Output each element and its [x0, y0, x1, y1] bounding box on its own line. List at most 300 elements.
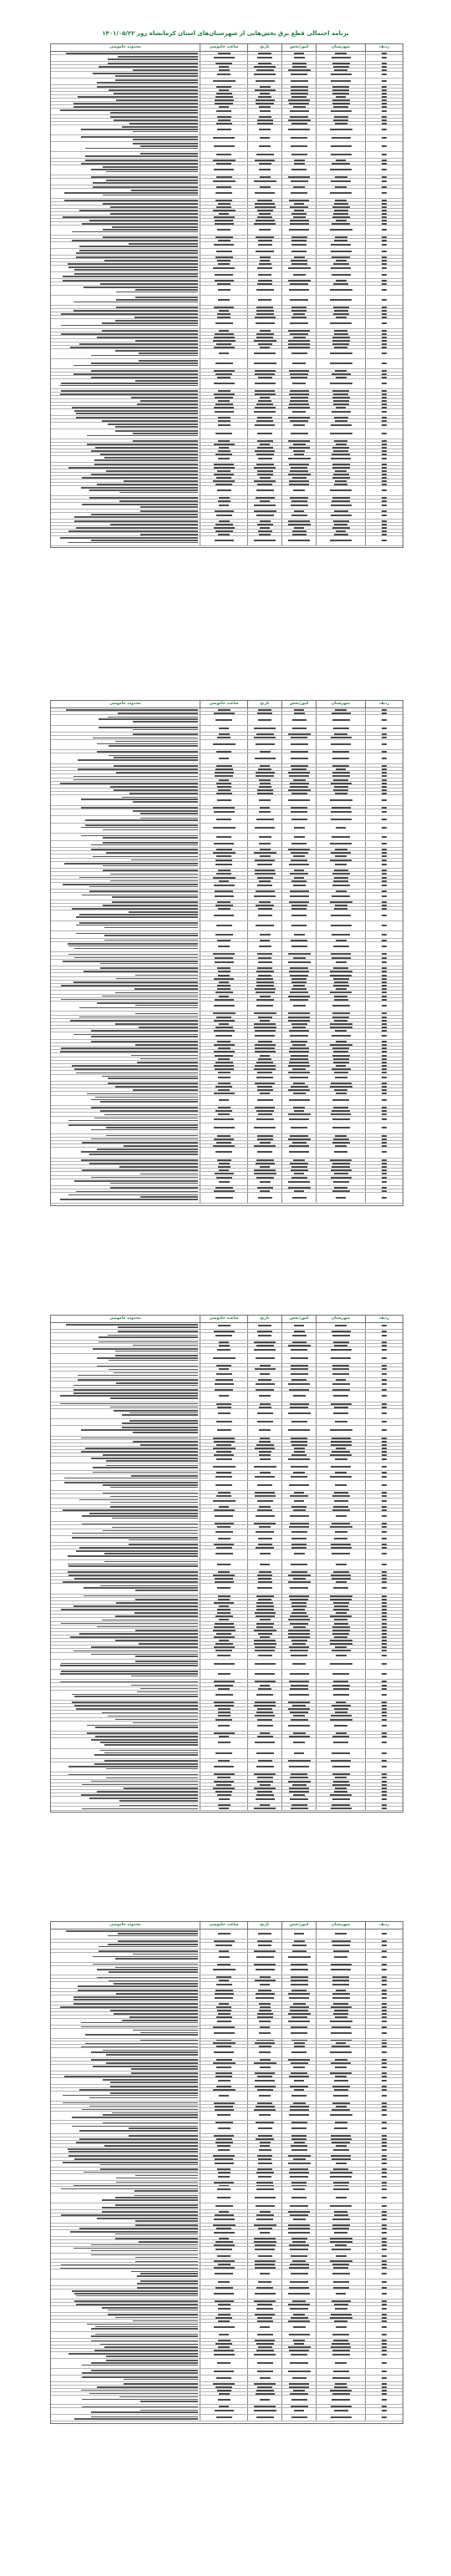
- table-cell: [51, 2332, 200, 2338]
- table-cell: [247, 1144, 281, 1147]
- table-row: [51, 1457, 403, 1463]
- table-cell: [365, 2230, 403, 2236]
- table-cell: [247, 312, 281, 315]
- table-cell: [247, 1584, 281, 1593]
- table-cell: [316, 2181, 365, 2183]
- table-cell: [316, 1611, 365, 1614]
- table-row: [51, 1966, 403, 1976]
- table-cell: [316, 486, 365, 495]
- table-cell: [281, 1992, 316, 1995]
- table-cell: [316, 792, 365, 794]
- table-cell: [247, 376, 281, 378]
- table-cell: [316, 393, 365, 395]
- table-cell: [200, 530, 247, 532]
- table-cell: [365, 1940, 403, 1942]
- table-cell: [200, 309, 247, 312]
- table-cell: [247, 956, 281, 959]
- table-cell: [247, 219, 281, 221]
- table-cell: [247, 792, 281, 794]
- table-cell: [316, 2213, 365, 2216]
- table-cell: [365, 1113, 403, 1115]
- table-cell: [247, 2323, 281, 2332]
- table-cell: [316, 1546, 365, 1549]
- table-row: [51, 1075, 403, 1082]
- table-cell: [365, 2259, 403, 2262]
- table-cell: [365, 406, 403, 408]
- table-cell: [281, 809, 316, 815]
- table-cell: [365, 1707, 403, 1710]
- table-cell: [51, 1635, 200, 1638]
- table-cell: [247, 1989, 281, 1991]
- table-cell: [281, 1982, 316, 1988]
- table-cell: [281, 2332, 316, 2338]
- table-cell: [365, 473, 403, 475]
- table-cell: [51, 2342, 200, 2345]
- table-cell: [316, 286, 365, 295]
- table-cell: [200, 2247, 247, 2253]
- table-cell: [247, 513, 281, 519]
- table-cell: [247, 977, 281, 980]
- table-cell: [365, 256, 403, 258]
- table-row: [51, 125, 403, 135]
- table-cell: [51, 1481, 200, 1490]
- table-cell: [51, 1783, 200, 1786]
- column-header: ردیف: [365, 1922, 403, 1929]
- table-cell: [51, 1560, 200, 1569]
- table-cell: [247, 1075, 281, 1081]
- table-cell: [200, 2148, 247, 2153]
- table-cell: [200, 1040, 247, 1042]
- table-cell: [200, 1995, 247, 2001]
- table-row: [51, 1943, 403, 1950]
- table-cell: [316, 2137, 365, 2140]
- table-cell: [247, 85, 281, 88]
- table-cell: [200, 496, 247, 499]
- table-cell: [281, 2408, 316, 2414]
- table-cell: [316, 2065, 365, 2071]
- table-cell: [51, 1680, 200, 1682]
- table-cell: [316, 1323, 365, 1329]
- table-cell: [200, 789, 247, 791]
- table-cell: [51, 2259, 200, 2262]
- table-row: [51, 1982, 403, 1989]
- table-cell: [247, 1803, 281, 1806]
- table-cell: [247, 2041, 281, 2044]
- table-cell: [365, 970, 403, 972]
- table-row: [51, 536, 403, 546]
- table-cell: [51, 2300, 200, 2302]
- table-cell: [365, 1040, 403, 1042]
- table-cell: [316, 851, 365, 854]
- table-cell: [51, 1364, 200, 1367]
- table-cell: [316, 771, 365, 773]
- table-cell: [51, 2382, 200, 2385]
- table-cell: [200, 1457, 247, 1463]
- table-cell: [281, 2227, 316, 2229]
- table-cell: [200, 966, 247, 969]
- table-cell: [365, 715, 403, 725]
- table-cell: [365, 376, 403, 378]
- table-cell: [51, 2396, 200, 2405]
- table-cell: [200, 1138, 247, 1140]
- table-cell: [316, 1691, 365, 1700]
- table-cell: [365, 1580, 403, 1583]
- table-cell: [247, 1443, 281, 1446]
- table-cell: [281, 2009, 316, 2011]
- table-cell: [200, 1443, 247, 1446]
- table-cell: [51, 1570, 200, 1573]
- table-cell: [51, 816, 200, 822]
- table-cell: [51, 429, 200, 439]
- table-cell: [316, 1598, 365, 1600]
- table-cell: [365, 2224, 403, 2226]
- table-cell: [365, 939, 403, 941]
- table-cell: [365, 2071, 403, 2074]
- table-cell: [247, 960, 281, 966]
- table-cell: [200, 2240, 247, 2243]
- table-cell: [316, 2108, 365, 2111]
- table-cell: [281, 373, 316, 375]
- table-cell: [316, 99, 365, 101]
- table-cell: [51, 904, 200, 906]
- table-cell: [247, 2108, 281, 2111]
- table-cell: [200, 1797, 247, 1803]
- table-cell: [281, 1022, 316, 1025]
- table-cell: [200, 279, 247, 281]
- table-cell: [200, 2137, 247, 2140]
- table-cell: [281, 733, 316, 735]
- table-cell: [247, 379, 281, 388]
- table-cell: [281, 816, 316, 822]
- table-cell: [51, 1803, 200, 1806]
- table-cell: [365, 1953, 403, 1962]
- table-cell: [316, 513, 365, 519]
- table-cell: [316, 1653, 365, 1659]
- table-cell: [51, 202, 200, 205]
- table-cell: [365, 1096, 403, 1106]
- table-cell: [200, 1940, 247, 1942]
- table-cell: [247, 809, 281, 815]
- table-cell: [200, 1598, 247, 1600]
- table-cell: [51, 2161, 200, 2167]
- table-cell: [51, 1113, 200, 1115]
- table-cell: [316, 1426, 365, 1435]
- table-cell: [316, 1032, 365, 1038]
- table-cell: [316, 1522, 365, 1524]
- table-cell: [51, 2203, 200, 2209]
- table-cell: [316, 1481, 365, 1490]
- table-cell: [281, 469, 316, 472]
- table-cell: [365, 416, 403, 418]
- table-cell: [365, 764, 403, 767]
- table-cell: [247, 1992, 281, 1995]
- table-cell: [51, 2158, 200, 2160]
- table-cell: [281, 2203, 316, 2209]
- table-cell: [200, 1570, 247, 1573]
- table-cell: [316, 1639, 365, 1641]
- table-cell: [247, 1165, 281, 1168]
- table-cell: [281, 2041, 316, 2044]
- table-cell: [200, 486, 247, 495]
- table-cell: [247, 2137, 281, 2140]
- table-cell: [365, 2376, 403, 2381]
- table-row: [51, 2230, 403, 2237]
- table-cell: [200, 2071, 247, 2074]
- table-cell: [51, 1995, 200, 2001]
- table-cell: [365, 309, 403, 312]
- table-cell: [281, 1660, 316, 1669]
- table-cell: [365, 2171, 403, 2173]
- table-cell: [316, 239, 365, 241]
- table-cell: [247, 1735, 281, 1737]
- table-cell: [365, 1776, 403, 1778]
- table-cell: [51, 2058, 200, 2061]
- table-cell: [51, 1378, 200, 1381]
- table-cell: [247, 262, 281, 265]
- table-cell: [316, 1057, 365, 1060]
- table-cell: [247, 1749, 281, 1758]
- table-cell: [365, 740, 403, 750]
- table-cell: [365, 1347, 403, 1353]
- table-cell: [247, 185, 281, 188]
- table-cell: [200, 2237, 247, 2239]
- table-cell: [200, 520, 247, 522]
- table-cell: [316, 1392, 365, 1401]
- column-header: ردیف: [365, 701, 403, 707]
- table-cell: [200, 2105, 247, 2107]
- table-cell: [316, 977, 365, 980]
- table-cell: [200, 1992, 247, 1995]
- table-cell: [247, 904, 281, 906]
- table-cell: [281, 1001, 316, 1012]
- table-cell: [365, 236, 403, 238]
- table-cell: [281, 1123, 316, 1133]
- table-cell: [51, 1109, 200, 1112]
- table-row: [51, 2369, 403, 2376]
- table-cell: [281, 2286, 316, 2289]
- table-cell: [365, 332, 403, 335]
- table-cell: [51, 349, 200, 358]
- table-cell: [247, 782, 281, 784]
- table-cell: [316, 65, 365, 68]
- table-cell: [281, 956, 316, 959]
- table-cell: [247, 1057, 281, 1060]
- table-cell: [316, 2224, 365, 2226]
- table-cell: [51, 109, 200, 114]
- table-cell: [247, 2316, 281, 2319]
- table-cell: [200, 1088, 247, 1091]
- table-cell: [365, 1186, 403, 1189]
- table-cell: [316, 1498, 365, 1504]
- table-cell: [51, 296, 200, 305]
- table-cell: [365, 952, 403, 955]
- table-cell: [200, 764, 247, 767]
- table-cell: [281, 1347, 316, 1353]
- table-cell: [365, 486, 403, 495]
- column-header: تاریخ: [247, 44, 281, 51]
- table-row: [51, 2019, 403, 2026]
- table-cell: [281, 1549, 316, 1559]
- table-cell: [281, 1165, 316, 1168]
- table-cell: [365, 1577, 403, 1580]
- table-cell: [247, 466, 281, 469]
- table-cell: [365, 1440, 403, 1443]
- table-cell: [247, 336, 281, 338]
- table-cell: [200, 202, 247, 205]
- table-cell: [281, 286, 316, 295]
- table-cell: [365, 2002, 403, 2005]
- table-cell: [281, 1635, 316, 1638]
- table-cell: [281, 1333, 316, 1339]
- table-cell: [200, 2085, 247, 2087]
- table-cell: [281, 142, 316, 151]
- table-cell: [281, 2224, 316, 2226]
- table-cell: [316, 376, 365, 378]
- table-cell: [200, 2217, 247, 2223]
- table-cell: [200, 991, 247, 993]
- table-cell: [316, 1966, 365, 1975]
- table-cell: [200, 533, 247, 535]
- table-cell: [316, 1953, 365, 1962]
- table-cell: [200, 1029, 247, 1032]
- table-cell: [365, 2075, 403, 2077]
- table-cell: [365, 1701, 403, 1703]
- table-row: [51, 152, 403, 159]
- table-cell: [200, 2002, 247, 2005]
- table-cell: [247, 1979, 281, 1981]
- table-cell: [51, 89, 200, 91]
- table-cell: [247, 1372, 281, 1377]
- table-cell: [316, 419, 365, 422]
- table-cell: [200, 1333, 247, 1339]
- table-row: [51, 1536, 403, 1543]
- table-cell: [247, 503, 281, 509]
- table-cell: [51, 1050, 200, 1052]
- table-cell: [247, 1333, 281, 1339]
- table-cell: [51, 733, 200, 735]
- table-cell: [247, 469, 281, 472]
- table-row: [51, 2254, 403, 2260]
- table-cell: [281, 1378, 316, 1381]
- table-cell: [316, 199, 365, 201]
- table-cell: [247, 2286, 281, 2289]
- table-cell: [365, 1165, 403, 1168]
- table-cell: [365, 771, 403, 773]
- table-cell: [51, 778, 200, 781]
- table-cell: [247, 1450, 281, 1453]
- table-cell: [281, 2217, 316, 2223]
- table-cell: [200, 1560, 247, 1569]
- table-cell: [51, 1546, 200, 1549]
- table-cell: [281, 795, 316, 805]
- table-cell: [247, 1683, 281, 1686]
- table-cell: [281, 1061, 316, 1063]
- table-cell: [51, 1138, 200, 1140]
- table-cell: [200, 1378, 247, 1381]
- table-cell: [281, 1704, 316, 1706]
- table-cell: [365, 1075, 403, 1081]
- table-cell: [200, 1711, 247, 1713]
- table-cell: [316, 1580, 365, 1583]
- table-cell: [281, 1529, 316, 1535]
- table-cell: [365, 904, 403, 906]
- table-cell: [316, 396, 365, 398]
- table-cell: [365, 910, 403, 920]
- table-cell: [51, 1159, 200, 1161]
- table-cell: [365, 312, 403, 315]
- table-cell: [316, 816, 365, 822]
- table-cell: [200, 2061, 247, 2064]
- table-cell: [247, 1012, 281, 1014]
- table-cell: [200, 379, 247, 388]
- table-cell: [200, 306, 247, 308]
- table-cell: [365, 1543, 403, 1545]
- table-cell: [281, 2392, 316, 2395]
- table-cell: [316, 102, 365, 104]
- table-cell: [200, 2269, 247, 2279]
- table-cell: [247, 1529, 281, 1535]
- table-cell: [316, 296, 365, 305]
- table-cell: [51, 249, 200, 255]
- table-cell: [365, 226, 403, 235]
- table-cell: [51, 316, 200, 318]
- table-cell: [365, 712, 403, 714]
- table-cell: [51, 1787, 200, 1789]
- table-cell: [316, 125, 365, 134]
- table-cell: [281, 1580, 316, 1583]
- table-row: [51, 1096, 403, 1107]
- table-cell: [316, 1982, 365, 1988]
- table-cell: [365, 296, 403, 305]
- table-cell: [281, 900, 316, 903]
- table-cell: [281, 708, 316, 711]
- table-cell: [200, 2376, 247, 2381]
- table-cell: [281, 389, 316, 392]
- table-cell: [365, 1498, 403, 1504]
- table-cell: [51, 939, 200, 941]
- table-row: [51, 1807, 403, 1810]
- table-cell: [247, 872, 281, 875]
- table-cell: [247, 1141, 281, 1143]
- table-cell: [281, 2108, 316, 2111]
- table-cell: [281, 1088, 316, 1091]
- table-cell: [200, 2359, 247, 2368]
- table-cell: [200, 733, 247, 735]
- table-cell: [281, 1106, 316, 1108]
- table-cell: [316, 473, 365, 475]
- table-cell: [365, 2415, 403, 2421]
- table-cell: [200, 1635, 247, 1638]
- table-cell: [247, 119, 281, 121]
- table-cell: [281, 159, 316, 161]
- table-cell: [247, 142, 281, 151]
- table-cell: [200, 399, 247, 402]
- table-row: [51, 2376, 403, 2382]
- table-cell: [281, 466, 316, 469]
- table-cell: [200, 463, 247, 465]
- table-cell: [200, 2279, 247, 2285]
- table-cell: [200, 834, 247, 839]
- table-cell: [316, 2269, 365, 2279]
- table-cell: [200, 2210, 247, 2213]
- table-cell: [316, 1029, 365, 1032]
- table-cell: [200, 2213, 247, 2216]
- table-cell: [200, 1092, 247, 1094]
- table-cell: [51, 125, 200, 134]
- table-cell: [365, 1378, 403, 1381]
- table-cell: [365, 1762, 403, 1772]
- table-cell: [365, 1123, 403, 1133]
